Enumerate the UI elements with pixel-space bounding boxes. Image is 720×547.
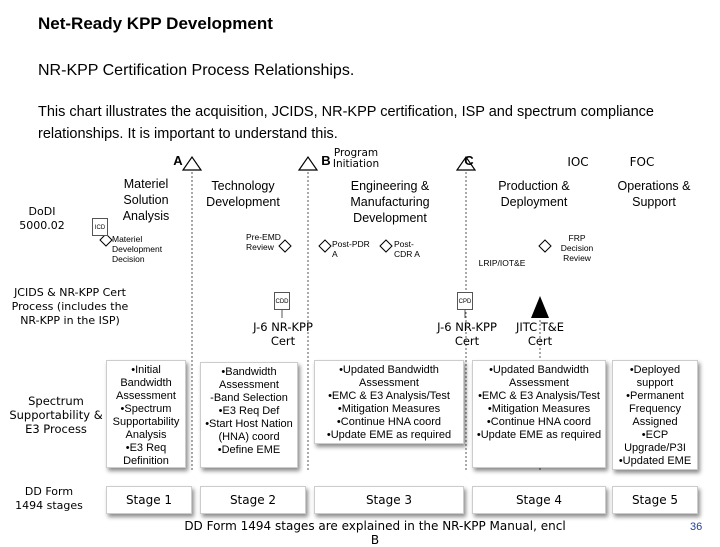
- j6-cert-cdd: J-6 NR-KPP Cert: [253, 320, 313, 348]
- phase-msa: Materiel Solution Analysis: [122, 177, 170, 223]
- spectrum-item: •Deployed support: [629, 364, 681, 389]
- phase-os: Operations & Support: [617, 179, 691, 209]
- spectrum-item: •EMC & E3 Analysis/Test: [328, 390, 450, 402]
- ioc-label: IOC: [567, 155, 589, 169]
- spectrum-item: •Initial Bandwidth Assessment: [116, 364, 176, 402]
- mdd-label: Materiel Development Decision: [112, 234, 163, 264]
- cdd-document-icon: CDD: [274, 292, 290, 310]
- spectrum-box-4: [472, 360, 606, 468]
- icd-document-icon: ICD: [92, 218, 108, 236]
- spectrum-item: •Permanent Frequency Assigned: [626, 390, 684, 428]
- pre-emd-label: Pre-EMD Review: [246, 232, 281, 252]
- stage-2: Stage 2: [200, 486, 306, 514]
- page-number: 36: [690, 521, 703, 533]
- spectrum-box-2: [200, 362, 298, 468]
- pdr-label: Post-PDR A: [332, 239, 370, 259]
- page-subtitle: NR-KPP Certification Process Relationships.: [38, 62, 355, 79]
- cdr-diamond: [380, 240, 392, 252]
- spectrum-item: •Continue HNA coord: [336, 416, 442, 428]
- phase-td: Technology Development: [206, 179, 280, 209]
- j6-cert-cpd: J-6 NR-KPP Cert: [437, 320, 497, 348]
- spectrum-item: •Mitigation Measures: [487, 403, 591, 415]
- jitc-cert: JITC T&E Cert: [515, 320, 565, 348]
- phase-emd: Engineering & Manufacturing Development: [350, 179, 430, 225]
- spectrum-item: •Spectrum Supportability Analysis: [112, 403, 180, 441]
- footer-note: DD Form 1494 stages are explained in the NR-KPP Manual, encl B: [184, 519, 566, 547]
- milestone-b-label: B: [321, 153, 331, 168]
- spectrum-item: •Update EME as required: [476, 429, 602, 441]
- spectrum-item: -Band Selection: [210, 392, 288, 404]
- page-title: Net-Ready KPP Development: [38, 14, 273, 33]
- dd-form-label: DD Form 1494 stages: [15, 485, 83, 512]
- frp-diamond: [539, 240, 551, 252]
- pdr-diamond: [319, 240, 331, 252]
- spectrum-item: •Define EME: [217, 444, 281, 456]
- phase-pd: Production & Deployment: [498, 179, 570, 209]
- milestone-a-triangle: [183, 157, 201, 170]
- milestone-c-label: C: [464, 153, 474, 168]
- cdr-label: Post-CDR A: [394, 239, 420, 259]
- spectrum-item: •Continue HNA coord: [486, 416, 592, 428]
- spectrum-item: •Updated Bandwidth Assessment: [489, 364, 589, 389]
- stage-3: Stage 3: [314, 486, 464, 514]
- frp-label: FRP Decision Review: [560, 233, 594, 263]
- spectrum-item: •Updated EME: [618, 455, 692, 467]
- lrip-label: LRIP/IOT&E: [478, 258, 526, 268]
- stage-4: Stage 4: [472, 486, 606, 514]
- spectrum-item: •Updated Bandwidth Assessment: [339, 364, 439, 389]
- dodi-label: DoDI 5000.02: [19, 205, 65, 232]
- milestone-a-label: A: [173, 153, 183, 168]
- spectrum-item: •EMC & E3 Analysis/Test: [478, 390, 600, 402]
- jcids-label: JCIDS & NR-KPP Cert Process (includes the NR-KPP in the ISP): [11, 286, 129, 327]
- spectrum-item: •Start Host Nation (HNA) coord: [205, 418, 293, 443]
- spectrum-item: •Mitigation Measures: [337, 403, 441, 415]
- spectrum-label: Spectrum Supportability & E3 Process: [9, 394, 103, 436]
- spectrum-item: •E3 Req Def: [218, 405, 280, 417]
- stage-5: Stage 5: [612, 486, 698, 514]
- jitc-triangle: [531, 296, 549, 318]
- spectrum-box-3: [314, 360, 464, 444]
- spectrum-item: •Bandwidth Assessment: [219, 366, 279, 391]
- intro-text: This chart illustrates the acquisition, JCIDS, NR-KPP certification, ISP and spectrum compliance relationships. It is important to understand this.: [38, 104, 654, 142]
- cpd-document-icon: CPD: [457, 292, 473, 310]
- program-initiation-label: Program Initiation: [332, 147, 380, 170]
- spectrum-box-5: [612, 360, 698, 470]
- spectrum-item: •ECP Upgrade/P3I: [624, 429, 686, 454]
- spectrum-item: •E3 Req Definition: [123, 442, 169, 467]
- spectrum-box-1: [106, 360, 186, 468]
- milestone-b-triangle: [299, 157, 317, 170]
- spectrum-item: •Update EME as required: [326, 429, 452, 441]
- stage-1: Stage 1: [106, 486, 192, 514]
- foc-label: FOC: [629, 155, 655, 169]
